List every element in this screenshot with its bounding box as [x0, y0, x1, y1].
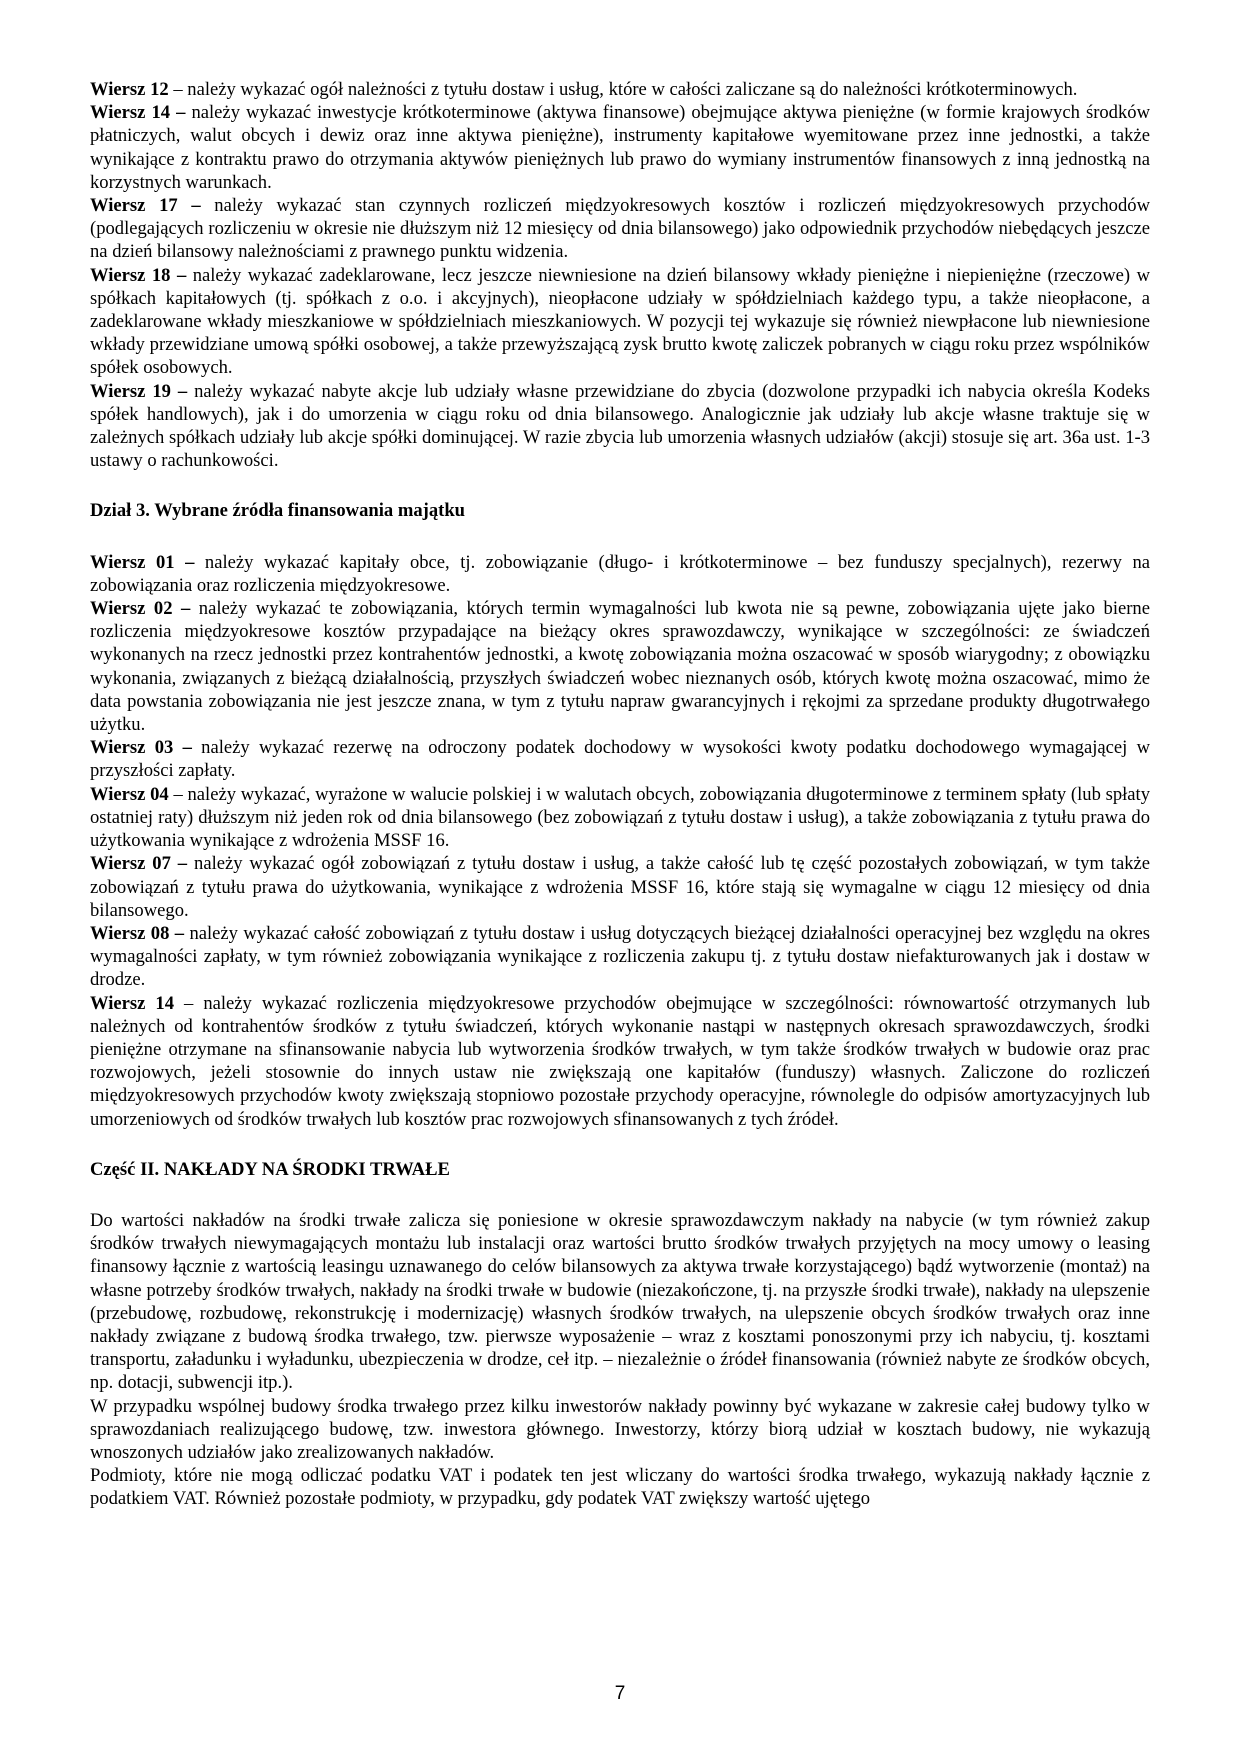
row-label: Wiersz 02 – — [90, 598, 191, 620]
row-separator — [201, 195, 215, 216]
row-paragraph — [90, 380, 1150, 473]
row-paragraph — [90, 194, 1150, 264]
row-text: należy wykazać zadeklarowane, lecz jeszcze niewniesione na dzień bilansowy wkłady pieniężne i niepieniężne (rzeczowe) w spółkach kapitałowych (tj. spółkach z o.o. i akcyjnych), nieopłacone udziały w spółdzielniach każdego typu, a także nieopłacone, a zadeklarowane wkłady mieszkaniowe w spółdzielniach mieszkaniowych. W pozycji tej wykazuje się również niewpłacone lub niewniesione wkłady przewidziane umową spółki osobowej, a także przewyższającą zysk brutto kwotę zaliczek pobranych w ciągu roku przez wspólników spółek osobowych. — [90, 264, 1150, 379]
page-number: 7 — [614, 1683, 626, 1704]
row-label: Wiersz 18 – — [90, 264, 187, 286]
row-label: Wiersz 01 – — [90, 551, 195, 573]
row-separator — [194, 552, 205, 573]
body-paragraph: Podmioty, które nie mogą odliczać podatku VAT i podatek ten jest wliczany do wartości środka trwałego, wykazują nakłady łącznie z podatkiem VAT. Również pozostałe podmioty, w przypadku, gdy podatek VAT zwiększy wartość ujętego — [90, 1465, 1150, 1510]
document-page — [90, 78, 1150, 1511]
row-label: Wiersz 12 — [90, 79, 169, 100]
row-separator — [192, 737, 201, 758]
row-label: Wiersz 14 – — [90, 102, 186, 124]
part-2-paragraphs — [90, 1209, 1150, 1511]
row-separator: – — [174, 992, 204, 1014]
row-label: Wiersz 03 – — [90, 737, 192, 759]
row-text: należy wykazać stan czynnych rozliczeń międzyokresowych kosztów i rozliczeń międzyokresowych przychodów (podlegających rozliczeniu w okresie nie dłuższym niż 12 miesięcy od dnia bilansowego) jako odpowiednik przychodów niebędących jeszcze na dzień bilansowy należnościami z prawnego punktu widzenia. — [90, 195, 1150, 263]
row-separator — [190, 598, 198, 619]
row-text: należy wykazać całość zobowiązań z tytułu dostaw i usług dotyczących bieżącej działalności operacyjnej bez względu na okres wymagalności zapłaty, w tym również zobowiązania wynikające z rozliczenia zakupu tj. z tytułu dostaw niefakturowanych jak i dostaw w drodze. — [90, 922, 1150, 991]
row-label: Wiersz 14 — [90, 992, 175, 1014]
row-separator: – — [168, 79, 188, 100]
body-paragraph: Do wartości nakładów na środki trwałe zalicza się poniesione w okresie sprawozdawczym nakłady na nabycie (w tym również zakup środków trwałych niewymagających montażu lub instalacji oraz wartości brutto środków trwałych przyjętych na mocy umowy o leasing finansowy łącznie z wartością leasingu uznawanego do celów bilansowych za aktywa trwałe korzystającego) bądź wytworzenie (montaż) na własne potrzeby środków trwałych, nakłady na środki trwałe w budowie (niezakończone, tj. na przyszłe środki trwałe), nakłady na ulepszenie (przebudowę, rozbudowę, rekonstrukcję i modernizację) własnych środków trwałych, na ulepszenie obcych środków trwałych oraz inne nakłady związane z budową środka trwałego, tzw. pierwsze wyposażenie – wraz z kosztami ponoszonymi przy ich nabyciu, tj. kosztami transportu, załadunku i wyładunku, ubezpieczenia w drodze, ceł itp. – niezależnie o źródeł finansowania (również nabyte ze środków obcych, np. dotacji, subwencji itp.). — [90, 1209, 1150, 1394]
row-paragraph — [90, 78, 1150, 101]
section-2-rows — [90, 78, 1150, 472]
row-paragraph — [90, 992, 1150, 1131]
section-3-heading: Dział 3. Wybrane źródła finansowania majątku — [90, 500, 465, 522]
row-paragraph — [90, 852, 1150, 922]
row-label: Wiersz 04 — [90, 783, 169, 805]
row-label: Wiersz 17 – — [90, 195, 201, 217]
row-separator: – — [168, 783, 188, 805]
row-label: Wiersz 08 – — [90, 922, 185, 944]
row-paragraph — [90, 101, 1150, 194]
row-text: należy wykazać rezerwę na odroczony podatek dochodowy w wysokości kwoty podatku dochodowego wymagającej w przyszłości zapłaty. — [90, 737, 1150, 782]
row-text: należy wykazać, wyrażone w walucie polskiej i w walutach obcych, zobowiązania długoterminowe z terminem spłaty (lub spłaty ostatniej raty) dłuższym niż jeden rok od dnia bilansowego (bez zobowiązań z tytułu dostaw i usług), a także zobowiązania z tytułu prawa do użytkowania wynikające z wdrożenia MSSF 16. — [90, 783, 1151, 852]
row-paragraph — [90, 264, 1150, 380]
row-text: należy wykazać nabyte akcje lub udziały własne przewidziane do zbycia (dozwolone przypadki ich nabycia określa Kodeks spółek handlowych), jak i do umorzenia w ciągu roku od dnia bilansowego. Analogicznie jak udziały lub akcje własne traktuje się w zależnych spółkach udziały lub akcje spółki dominującej. W razie zbycia lub umorzenia własnych udziałów (akcji) stosuje się art. 36a ust. 1-3 ustawy o rachunkowości. — [90, 380, 1150, 472]
row-paragraph — [90, 783, 1150, 853]
body-paragraph: W przypadku wspólnej budowy środka trwałego przez kilku inwestorów nakłady powinny być wykazane w zakresie całej budowy tylko w sprawozdaniach realizującego budowę, tzw. inwestora głównego. Inwestorzy, którzy biorą udział w kosztach budowy, nie wykazują wnoszonych udziałów jako zrealizowanych nakładów. — [90, 1395, 1150, 1463]
row-text: należy wykazać ogół zobowiązań z tytułu dostaw i usług, a także całość lub tę część pozostałych zobowiązań, w tym także zobowiązań z tytułu prawa do użytkowania, wynikające z wdrożenia MSSF 16, które stają się wymagalne w ciągu 12 miesięcy od dnia bilansowego. — [90, 853, 1151, 921]
row-text: należy wykazać te zobowiązania, których termin wymagalności lub kwota nie są pewne, zobowiązania ujęte jako bierne rozliczenia międzyokresowe kosztów przypadające na bieżący okres sprawozdawczy, wynikające w szczególności: ze świadczeń wykonanych na rzecz jednostki przez kontrahentów jednostki, a kwotę zobowiązania można oszacować w sposób wiarygodny; z obowiązku wykonania, związanych z bieżącą działalnością, przyszłych świadczeń wobec nieznanych osób, których kwotę można oszacować, mimo że data powstania zobowiązania nie jest jeszcze znana, w tym z tytułu napraw gwarancyjnych i rękojmi za sprzedane produkty długotrwałego użytku. — [90, 598, 1150, 736]
row-text: należy wykazać kapitały obce, tj. zobowiązanie (długo- i krótkoterminowe – bez funduszy specjalnych), rezerwy na zobowiązania oraz rozliczenia międzyokresowe. — [90, 551, 1150, 596]
part-2-heading: Część II. NAKŁADY NA ŚRODKI TRWAŁE — [90, 1158, 450, 1180]
row-paragraph — [90, 551, 1150, 597]
section-3-rows — [90, 551, 1150, 1131]
row-separator — [187, 853, 194, 874]
row-text: należy wykazać ogół należności z tytułu dostaw i usług, które w całości zaliczane są do należności krótkoterminowych. — [187, 79, 1078, 100]
row-label: Wiersz 07 – — [90, 853, 188, 875]
row-text: należy wykazać inwestycje krótkoterminowe (aktywa finansowe) obejmujące aktywa pieniężne (w formie krajowych środków płatniczych, walut obcych i dewiz oraz inne aktywa pieniężne), instrumenty kapitałowe wyemitowane przez inne jednostki, a także wynikające z kontraktu prawo do otrzymania aktywów pieniężnych lub prawo do wymiany instrumentów finansowych z inną jednostką na korzystnych warunkach. — [90, 102, 1150, 193]
row-text: należy wykazać rozliczenia międzyokresowe przychodów obejmujące w szczególności: równowartość otrzymanych lub należnych od kontrahentów środków z tytułu świadczeń, których wykonanie nastąpi w następnych okresach sprawozdawczych, środki pieniężne otrzymane na sfinansowanie nabycia lub wytworzenia środków trwałych, w tym także środków trwałych w budowie oraz prac rozwojowych, jeżeli stosownie do innych ustaw nie zwiększają one kapitałów (funduszy) własnych. Zaliczone do rozliczeń międzyokresowych przychodów kwoty zwiększają stopniowo pozostałe przychody operacyjne, równolegle do odpisów amortyzacyjnych lub umorzeniowych od środków trwałych lub kosztów prac rozwojowych sfinansowanych z tych źródeł. — [90, 992, 1150, 1130]
row-paragraph — [90, 736, 1150, 782]
row-label: Wiersz 19 – — [90, 380, 188, 402]
row-paragraph — [90, 597, 1150, 736]
row-paragraph — [90, 922, 1150, 992]
